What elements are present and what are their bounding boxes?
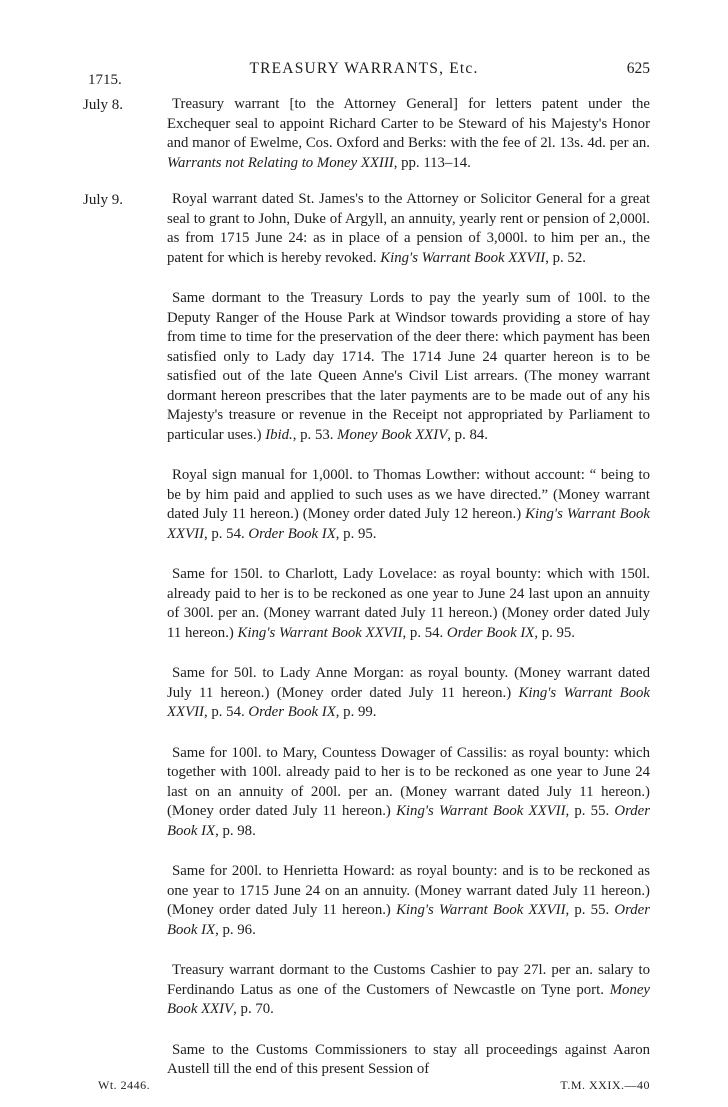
footer-right: T.M. XXIX.—40 (560, 1078, 650, 1092)
entry-text: Treasury warrant dormant to the Customs Cashier to pay 27l. per an. salary to Ferdinando Latus as one of the Customers of Newcastle on Tyne port. Money Book XXIV, p. 70. (167, 962, 650, 1017)
footer-left: Wt. 2446. (98, 1078, 151, 1092)
entry-reference-2: Order Book IX (446, 624, 535, 641)
entry-7 (0, 744, 728, 842)
entry-reference: King's Warrant Book XXVII (167, 684, 650, 720)
entry-reference-2: Order Book IX (248, 704, 336, 720)
entry-reference: Money Book XXIV (167, 981, 650, 1017)
entry-text: Same for 200l. to Henrietta Howard: as royal bounty: and is to be reckoned as one year to 1715 June 24 on an annuity. (Money warrant dated July 11 hereon.) (Money order dated July 11 hereon.) King's Warrant Book XXVII, p. 55. Order Book IX, p. 96. (167, 863, 651, 938)
entry-reference-2: Order Book IX (167, 902, 651, 938)
entry-reference-2: Order Book IX (167, 803, 651, 839)
entry-text: Royal warrant dated St. James's to the Attorney or Solicitor General for a great seal to grant to John, Duke of Argyll, an annuity, yearly rent or pension of 2,000l. as from 1715 June 24: as in place of a pension of 3,000l. to him per an., the patent for which is hereby revoked. King's Warrant Book XXVII, p. 52. (167, 191, 650, 266)
entry-text: Same dormant to the Treasury Lords to pay the yearly sum of 100l. to the Deputy Ranger of the House Park at Windsor towards providing a store of hay from time to time for the preservation of the deer there: which payment has been satisfied only to Lady day 1714. The 1714 June 24 quarter hereon is to be satisfied out of the late Queen Anne's Civil List arrears. (The money warrant dormant hereon prescribes that the later payments are to be made out of any his Majesty's treasure or revenue in the Receipt not appropriated by Parliament to particular uses.) Ibid., p. 53. Money Book XXIV, p. 84. (167, 290, 650, 443)
entry-10 (0, 1041, 728, 1080)
entry-text: Same for 100l. to Mary, Countess Dowager of Cassilis: as royal bounty: which together with 100l. already paid to her is to be reckoned as one year to June 24 last on an annuity of 200l. per an. (Money warrant dated July 11 hereon.) (Money order dated July 11 hereon.) King's Warrant Book XXVII, p. 55. Order Book IX, p. 98. (167, 744, 651, 839)
running-head (0, 60, 728, 88)
entry-reference-2: Order Book IX (248, 525, 336, 542)
entry-reference: King's Warrant Book XXVII (396, 803, 566, 819)
entry-reference: Ibid. (265, 426, 293, 443)
entry-6 (0, 664, 728, 723)
entry-4 (0, 466, 728, 544)
entry-reference-2: Money Book XXIV (337, 426, 448, 443)
page-number: 625 (626, 60, 650, 77)
entry-reference: King's Warrant Book XXVII (396, 902, 566, 918)
entry-text: Same to the Customs Commissioners to stay all proceedings against Aaron Austell till the end of this present Session of (167, 1041, 650, 1077)
page-footer (0, 1078, 728, 1096)
entry-9 (0, 961, 728, 1020)
document-body (0, 95, 728, 1097)
entry-8 (0, 862, 728, 940)
entry-text: Treasury warrant [to the Attorney General] for letters patent under the Exchequer seal to appoint Richard Carter to be Steward of his Majesty's Honor and manor of Ewelme, Cos. Oxford and Berks: with the fee of 2l. 13s. 4d. per an. Warrants not Relating to Money XXIII, pp. 113–14. (167, 96, 650, 171)
entry-reference: Warrants not Relating to Money XXIII (167, 154, 394, 171)
entry-5 (0, 565, 728, 643)
header-year: 1715. (88, 72, 122, 88)
entry-2 (0, 190, 728, 268)
entry-text: Same for 50l. to Lady Anne Morgan: as royal bounty. (Money warrant dated July 11 hereon.) (Money order dated July 11 hereon.) King's Warrant Book XXVII, p. 54. Order Book IX, p. 99. (167, 665, 650, 720)
entry-reference: King's Warrant Book XXVII (237, 624, 403, 641)
entry-date: July 8. (83, 97, 124, 113)
entry-reference: King's Warrant Book XXVII (380, 249, 546, 266)
entry-text: Royal sign manual for 1,000l. to Thomas Lowther: without account: “ being to be by him paid and applied to such uses as we have directed.” (Money warrant dated July 11 hereon.) (Money order dated July 12 hereon.) King's Warrant Book XXVII, p. 54. Order Book IX, p. 95. (167, 467, 651, 542)
entry-date: July 9. (83, 192, 124, 208)
entry-reference: King's Warrant Book XXVII (167, 506, 651, 542)
entry-3 (0, 289, 728, 445)
header-title: TREASURY WARRANTS, Etc. (249, 60, 479, 77)
entry-text: Same for 150l. to Charlott, Lady Lovelace: as royal bounty: which with 150l. already paid to her is to be reckoned as one year to June 24 last upon an annuity of 300l. per an. (Money warrant dated July 11 hereon.) (Money order dated July 11 hereon.) King's Warrant Book XXVII, p. 54. Order Book IX, p. 95. (167, 566, 650, 641)
entry-1 (0, 95, 728, 173)
